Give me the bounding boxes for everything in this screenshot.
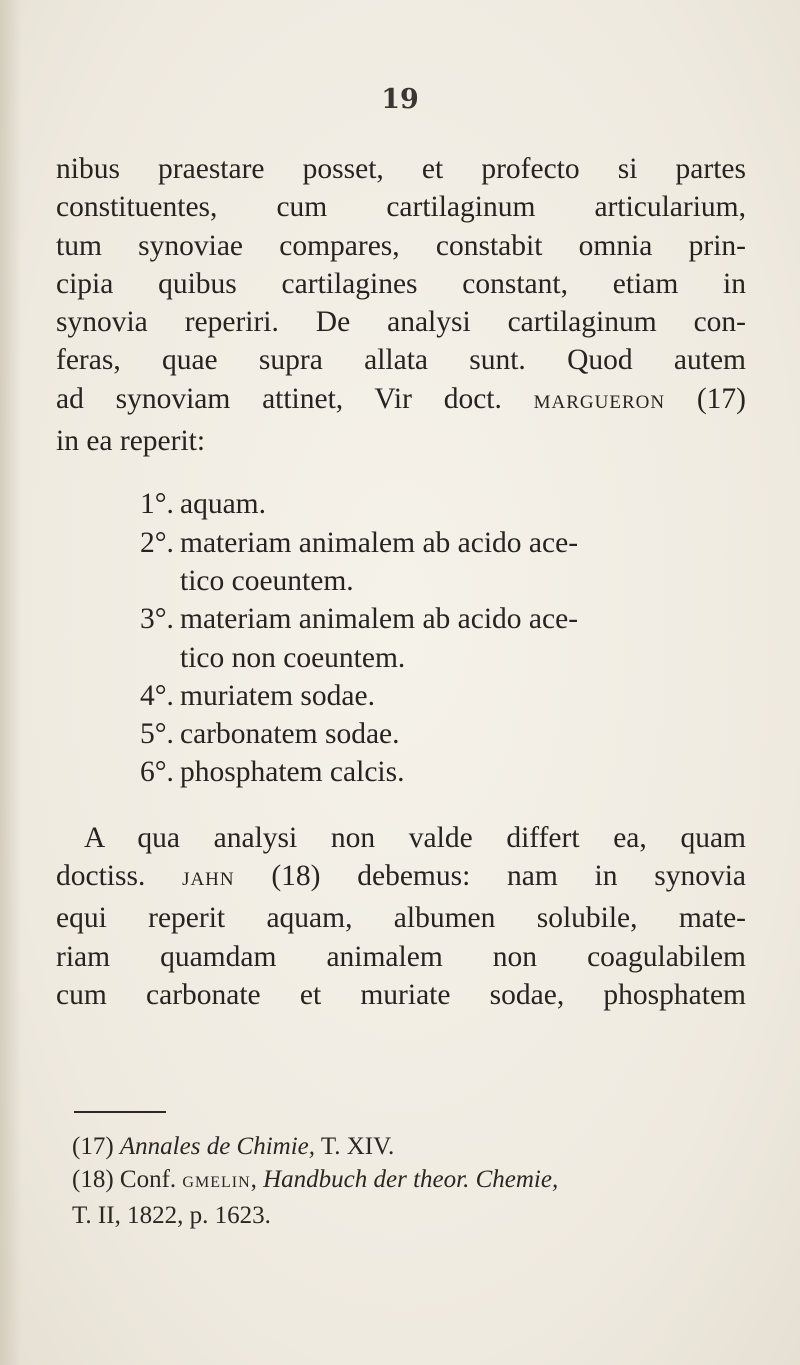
list-continuation: tico non coeuntem. bbox=[180, 641, 406, 674]
list-text: phosphatem calcis. bbox=[180, 756, 405, 789]
author-name-margueron: MARGUERON bbox=[533, 391, 666, 413]
footnote-ref: (17) bbox=[72, 1133, 114, 1160]
page-number: 19 bbox=[381, 84, 419, 115]
list-number: 3°. bbox=[140, 603, 174, 636]
list-number: 4°. bbox=[140, 679, 174, 712]
paragraph-1 bbox=[56, 150, 746, 460]
text-line: feras, quae supra allata sunt. Quod autem bbox=[56, 344, 746, 377]
list-number: 2°. bbox=[140, 526, 174, 559]
footnote-title: Annales de Chimie, bbox=[119, 1133, 316, 1160]
list-item bbox=[56, 715, 746, 753]
footnote-18-continued: T. II, 1822, p. 1623. bbox=[72, 1202, 271, 1229]
footnote-ref: (18) bbox=[72, 1166, 114, 1193]
text-line bbox=[56, 380, 746, 422]
text-line: A qua analysi non valde differt ea, quam bbox=[84, 821, 746, 854]
list-item bbox=[56, 677, 746, 715]
list-item bbox=[56, 600, 746, 638]
list-number: 6°. bbox=[140, 756, 174, 789]
footnotes bbox=[72, 1130, 732, 1232]
list-text: aquam. bbox=[180, 488, 267, 521]
list-text: materiam animalem ab acido ace- bbox=[180, 526, 579, 559]
list-number: 5°. bbox=[140, 718, 174, 751]
footnote-18: (18) Conf. GMELIN, Handbuch der theor. Chemie, bbox=[72, 1166, 559, 1193]
list-item bbox=[56, 753, 746, 791]
text-line: tum synoviae compares, constabit omnia prin- bbox=[56, 229, 746, 262]
text-line: nibus praestare posset, et profecto si partes bbox=[56, 153, 746, 185]
text-segment: (18) debemus: nam in synovia bbox=[271, 860, 746, 893]
text-line: in ea reperit: bbox=[56, 425, 206, 458]
text-segment: ad synoviam attinet, Vir doct. bbox=[56, 382, 502, 415]
list-text: materiam animalem ab acido ace- bbox=[180, 603, 579, 636]
component-list bbox=[56, 485, 746, 791]
author-name-gmelin: GMELIN bbox=[182, 1174, 251, 1191]
footnote-17 bbox=[72, 1130, 732, 1163]
text-line: synovia reperiri. De analysi cartilaginum con- bbox=[56, 306, 746, 339]
list-item bbox=[56, 524, 746, 562]
text-segment: doctiss. bbox=[56, 860, 146, 893]
footnote-rule bbox=[74, 1111, 166, 1113]
list-continuation: tico coeuntem. bbox=[180, 564, 354, 597]
footnote-ref-17: (17) bbox=[696, 382, 747, 415]
body-text bbox=[56, 150, 746, 1014]
list-text: carbonatem sodae. bbox=[180, 718, 400, 751]
list-text: muriatem sodae. bbox=[180, 679, 375, 712]
author-name-jahn: JAHN bbox=[182, 869, 235, 891]
paragraph-2 bbox=[56, 819, 746, 1014]
text-line: riam quamdam animalem non coagulabilem bbox=[56, 940, 746, 973]
text-line: cipia quibus cartilagines constant, etiam in bbox=[56, 267, 746, 300]
footnote-volume: T. XIV. bbox=[320, 1133, 395, 1160]
list-item bbox=[56, 485, 746, 523]
text-line: equi reperit aquam, albumen solubile, mate- bbox=[56, 902, 746, 935]
text-line: constituentes, cum cartilaginum articularium, bbox=[56, 191, 746, 224]
text-line: cum carbonate et muriate sodae, phosphatem bbox=[56, 978, 746, 1011]
page-gutter-shadow bbox=[0, 0, 22, 1365]
footnote-text: Conf. bbox=[119, 1166, 177, 1193]
footnote-title: Handbuch der theor. Chemie, bbox=[263, 1166, 559, 1193]
text-line bbox=[56, 857, 746, 899]
list-number: 1°. bbox=[140, 488, 174, 521]
